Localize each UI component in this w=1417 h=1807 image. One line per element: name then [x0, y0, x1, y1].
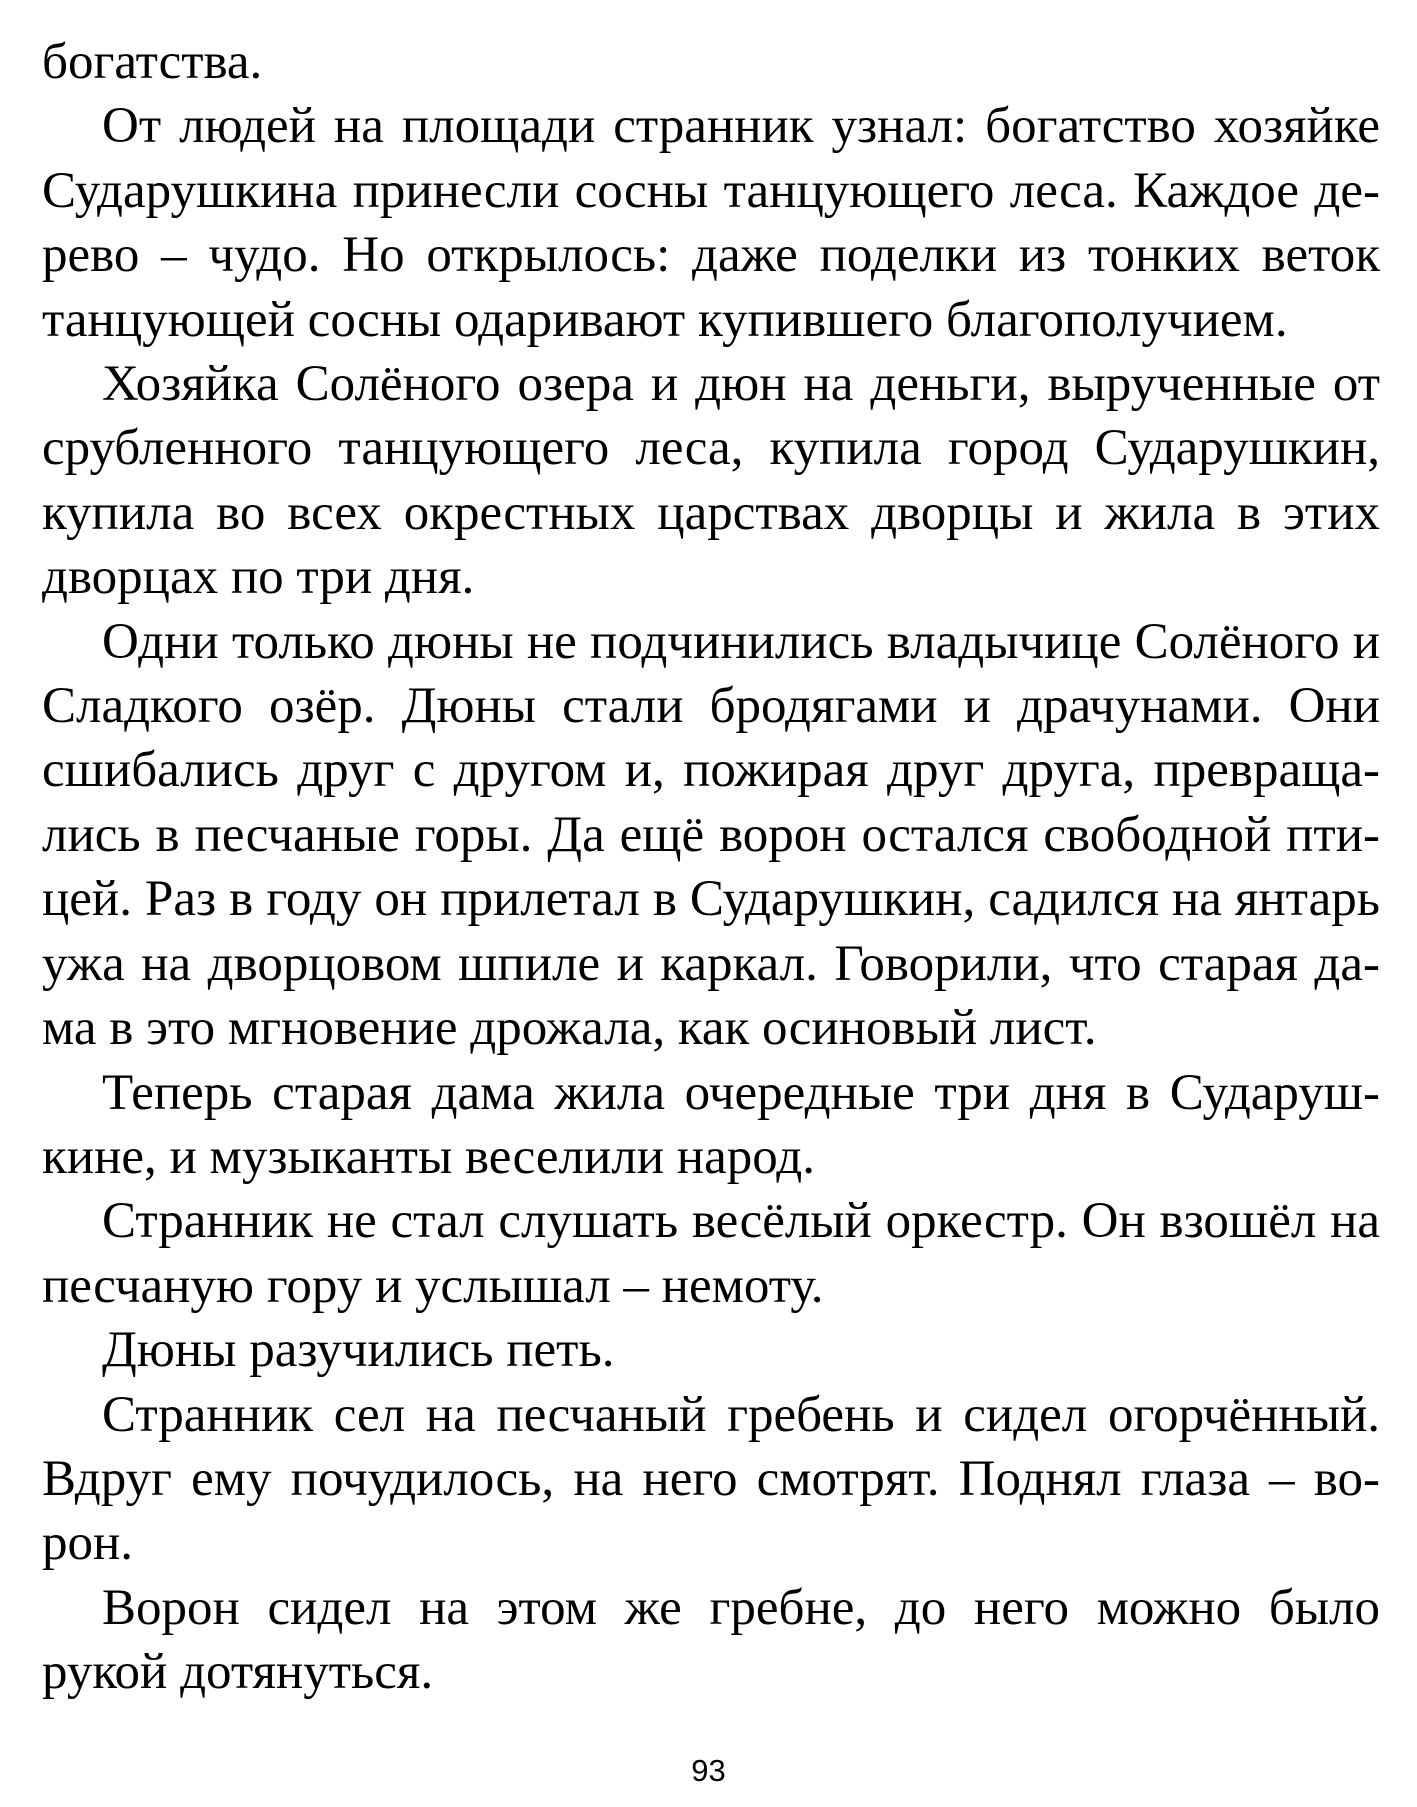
text-line: Одни только дюны не подчинились владычице Солёного — [102, 613, 1353, 670]
text-line: Хозяйка Солёного озера и дюн на деньги, вырученные от — [102, 356, 1380, 413]
paragraph — [42, 1576, 1380, 1705]
text-line: сшибались друг с другом и, пожирая друг друга, превраща- — [42, 742, 1380, 799]
text-line: Странник сел на песчаный гребень и сидел огорчённый. — [102, 1386, 1380, 1443]
text-line: лись в песчаные горы. Да ещё ворон остался свободной пти- — [42, 806, 1380, 863]
paragraph — [42, 1383, 1380, 1576]
paragraph — [42, 94, 1380, 352]
paragraph — [42, 352, 1380, 610]
paragraph — [42, 610, 1380, 1061]
text-line: Дюны разучились петь. — [102, 1322, 615, 1379]
paragraph — [42, 1189, 1380, 1318]
text-line: Вдруг ему почудилось, на него смотрят. Поднял глаза – во- — [42, 1450, 1380, 1507]
paragraph — [42, 30, 1380, 94]
text-line: ма в это мгновение дрожала, как осиновый лист. — [42, 1000, 1097, 1057]
text-line: Сударушкина принесли сосны танцующего леса. Каждое де- — [42, 162, 1380, 219]
text-line: От людей на площади странник узнал: богатство хозяйке — [102, 98, 1380, 155]
text-line: танцующей сосны одаривают купившего благополучием. — [42, 291, 1288, 348]
text-line: рон. — [42, 1515, 134, 1572]
paragraph — [42, 1061, 1380, 1190]
text-line: Теперь старая дама жила очередные три дня в Сударуш- — [102, 1064, 1380, 1121]
text-line: Ворон сидел на этом же гребне, до него можно было рукой — [42, 1579, 1380, 1701]
text-line: купила во всех окрестных царствах дворцы и жила в этих — [42, 484, 1380, 541]
text-line: песчаную гору и услышал – немоту. — [42, 1257, 824, 1314]
text-line: срубленного танцующего леса, купила город Сударушкин, — [42, 420, 1380, 477]
text-line: богатства. — [42, 34, 263, 90]
text-line: Странник не стал слушать весёлый оркестр. Он взошёл на — [102, 1193, 1380, 1250]
text-line: дотянуться. — [180, 1644, 434, 1701]
text-line: ужа на дворцовом шпиле и каркал. Говорили, что старая да- — [42, 935, 1380, 992]
page-number: 93 — [691, 1753, 726, 1788]
text-line: цей. Раз в году он прилетал в Сударушкин, садился на янтарь — [42, 871, 1380, 928]
page-body — [42, 30, 1380, 1705]
text-line: и Сладкого озёр. Дюны стали бродягами и драчунами. Они — [42, 613, 1380, 735]
text-line: кине, и музыканты веселили народ. — [42, 1128, 815, 1185]
paragraph — [42, 1318, 1380, 1382]
text-line: дворцах по три дня. — [42, 549, 475, 606]
text-line: рево – чудо. Но открылось: даже поделки из тонких веток — [42, 227, 1380, 284]
